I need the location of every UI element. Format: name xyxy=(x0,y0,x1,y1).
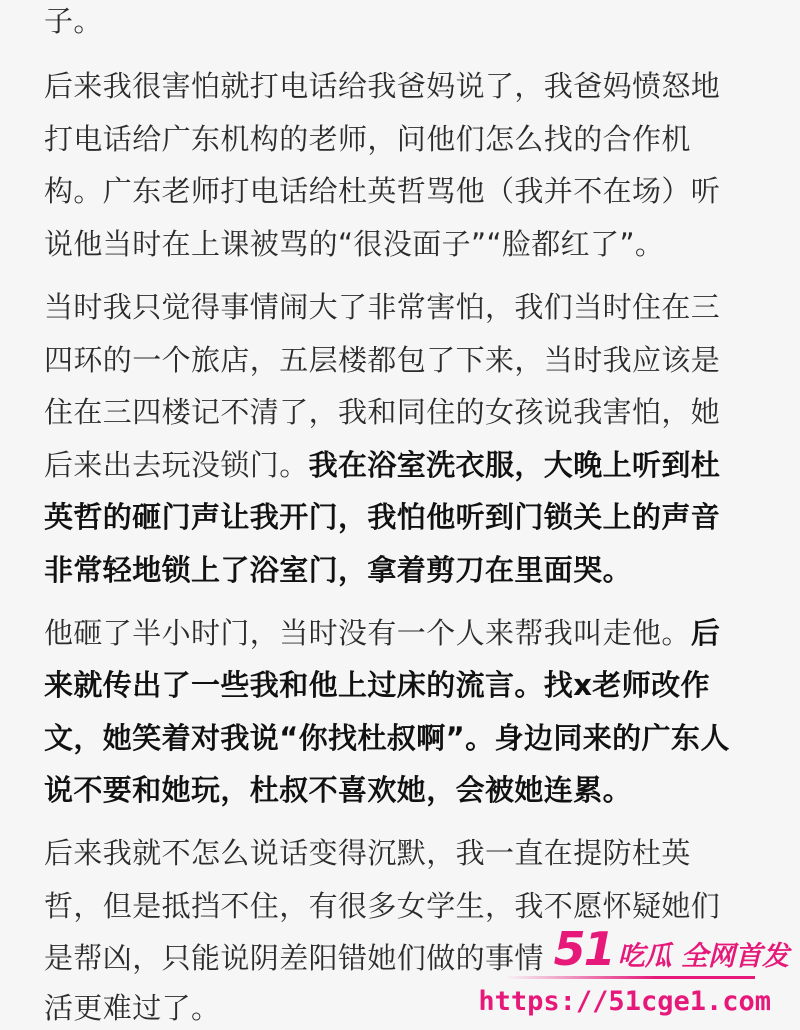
text-line: 后来我很害怕就打电话给我爸妈说了，我爸妈愤怒地 xyxy=(44,69,721,103)
text-line: 打电话给广东机构的老师，问他们怎么找的合作机 xyxy=(44,122,691,156)
watermark-divider xyxy=(505,976,755,979)
text-line: 他砸了半小时门，当时没有一个人来帮我叫走他。后 xyxy=(44,616,721,650)
text-line: 子。 xyxy=(44,4,103,38)
watermark-number: 51 xyxy=(553,922,614,976)
text-line: 后来我就不怎么说话变得沉默，我一直在提防杜英 xyxy=(44,836,691,870)
text-line: 活更难过了。 xyxy=(44,991,221,1025)
text-line: 说他当时在上课被骂的“很没面子”“脸都红了”。 xyxy=(44,227,665,261)
text-line: 非常轻地锁上了浴室门，拿着剪刀在里面哭。 xyxy=(44,553,633,587)
site-watermark xyxy=(478,920,795,1025)
text-line: 哲，但是抵挡不住，有很多女学生，我不愿怀疑她们 xyxy=(44,889,721,923)
text-line: 构。广东老师打电话给杜英哲骂他（我并不在场）听 xyxy=(44,174,721,208)
text-line: 来就传出了一些我和他上过床的流言。找x老师改作 xyxy=(44,668,710,702)
text-line: 说不要和她玩，杜叔不喜欢她，会被她连累。 xyxy=(44,773,633,807)
watermark-logo xyxy=(554,922,789,976)
text-line: 文，她笑着对我说“你找杜叔啊”。身边同来的广东人 xyxy=(44,721,730,755)
watermark-tagline: 吃瓜 全网首发 xyxy=(617,941,789,972)
text-line: 是帮凶，只能说阴差阳错她们做的事情 xyxy=(44,941,544,975)
text-line: 英哲的砸门声让我开门，我怕他听到门锁关上的声音 xyxy=(44,500,721,534)
text-line: 后来出去玩没锁门。我在浴室洗衣服，大晚上听到杜 xyxy=(44,448,721,482)
text-line: 四环的一个旅店，五层楼都包了下来，当时我应该是 xyxy=(44,343,721,377)
text-line: 当时我只觉得事情闹大了非常害怕，我们当时住在三 xyxy=(44,290,721,324)
watermark-url: https://51cge1.com xyxy=(478,986,771,1017)
text-line: 住在三四楼记不清了，我和同住的女孩说我害怕，她 xyxy=(44,395,721,429)
